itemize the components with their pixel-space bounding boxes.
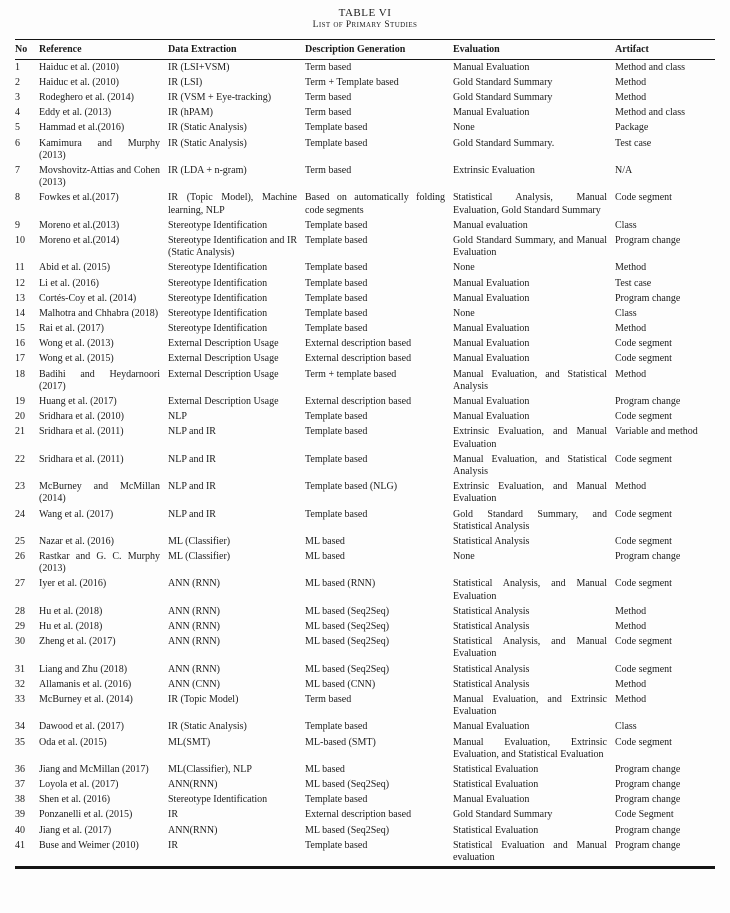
table-subtitle: List of Primary Studies <box>312 20 418 30</box>
table-row <box>15 480 715 507</box>
cell-data-extraction: IR (VSM + Eye-tracking) <box>168 92 272 104</box>
cell-data-extraction: NLP <box>168 411 187 423</box>
cell-artifact: Program change <box>615 292 681 304</box>
cell-no: 13 <box>15 292 25 304</box>
cell-no: 4 <box>15 107 20 119</box>
cell-description-generation: Term based <box>305 107 352 119</box>
cell-artifact: Class <box>615 307 637 319</box>
cell-evaluation: Gold Standard Summary <box>453 92 553 104</box>
table-row <box>15 677 715 692</box>
cell-no: 16 <box>15 338 25 350</box>
cell-evaluation: Extrinsic Evaluation, and Manual Evaluation <box>453 426 607 450</box>
cell-data-extraction: ML(SMT) <box>168 736 211 748</box>
table-header-row <box>15 40 715 60</box>
cell-artifact: Method <box>615 323 647 335</box>
cell-no: 20 <box>15 411 25 423</box>
table-body <box>15 60 715 868</box>
table-row <box>15 808 715 823</box>
cell-evaluation: None <box>453 122 475 134</box>
cell-description-generation: Template based <box>305 234 368 246</box>
cell-artifact: Code segment <box>615 663 672 675</box>
cell-description-generation: Template based <box>305 839 368 851</box>
column-header-no: No <box>15 40 39 60</box>
cell-no: 35 <box>15 736 25 748</box>
cell-artifact: Code segment <box>615 535 672 547</box>
cell-reference: Badihi and Heydarnoori (2017) <box>39 368 160 392</box>
cell-data-extraction: NLP and IR <box>168 508 216 520</box>
cell-artifact: Test case <box>615 277 652 289</box>
cell-no: 36 <box>15 763 25 775</box>
cell-evaluation: Gold Standard Summary <box>453 809 553 821</box>
table-row <box>15 735 715 762</box>
table-row <box>15 261 715 276</box>
cell-evaluation: Statistical Evaluation <box>453 779 539 791</box>
cell-no: 25 <box>15 535 25 547</box>
cell-description-generation: Term based <box>305 693 352 705</box>
cell-reference: McBurney et al. (2014) <box>39 693 133 705</box>
cell-reference: Oda et al. (2015) <box>39 736 107 748</box>
cell-evaluation: Manual Evaluation <box>453 292 530 304</box>
cell-artifact: Code segment <box>615 636 672 648</box>
cell-description-generation: Template based <box>305 307 368 319</box>
cell-description-generation: Template based <box>305 794 368 806</box>
cell-data-extraction: ANN (RNN) <box>168 636 220 648</box>
cell-description-generation: ML-based (SMT) <box>305 736 376 748</box>
cell-evaluation: Statistical Analysis, Manual Evaluation, Gold Standard Summary <box>453 192 607 216</box>
cell-artifact: Code segment <box>615 353 672 365</box>
cell-evaluation: Manual Evaluation, and Statistical Analysis <box>453 453 607 477</box>
cell-description-generation: Template based <box>305 323 368 335</box>
cell-description-generation: Template based <box>305 219 368 231</box>
cell-description-generation: External description based <box>305 338 412 350</box>
table-row <box>15 662 715 677</box>
cell-evaluation: Manual Evaluation <box>453 277 530 289</box>
cell-no: 34 <box>15 721 25 733</box>
cell-reference: Abid et al. (2015) <box>39 262 111 274</box>
cell-reference: Fowkes et al.(2017) <box>39 192 119 204</box>
column-header-artifact: Artifact <box>615 40 715 60</box>
cell-data-extraction: Stereotype Identification <box>168 262 268 274</box>
cell-artifact: Method <box>615 693 647 705</box>
cell-no: 31 <box>15 663 25 675</box>
cell-data-extraction: Stereotype Identification <box>168 794 268 806</box>
cell-description-generation: Term + Template based <box>305 76 399 88</box>
cell-evaluation: Statistical Analysis <box>453 605 530 617</box>
cell-reference: McBurney and McMillan (2014) <box>39 481 160 505</box>
cell-description-generation: Template based <box>305 721 368 733</box>
cell-artifact: Code Segment <box>615 809 674 821</box>
cell-reference: Wong et al. (2015) <box>39 353 114 365</box>
cell-description-generation: Based on automatically folding code segments <box>305 192 445 216</box>
cell-evaluation: Manual Evaluation <box>453 721 530 733</box>
table-row <box>15 106 715 121</box>
table-title: TABLE VI <box>338 7 392 19</box>
table-row <box>15 762 715 777</box>
cell-data-extraction: Stereotype Identification <box>168 323 268 335</box>
cell-no: 30 <box>15 636 25 648</box>
cell-evaluation: Manual Evaluation <box>453 323 530 335</box>
cell-data-extraction: ANN (RNN) <box>168 663 220 675</box>
table-row <box>15 218 715 233</box>
cell-reference: Jiang et al. (2017) <box>39 824 112 836</box>
table-row <box>15 507 715 534</box>
cell-data-extraction: External Description Usage <box>168 396 279 407</box>
cell-no: 9 <box>15 219 20 231</box>
cell-description-generation: Template based <box>305 453 368 465</box>
table-row <box>15 577 715 604</box>
cell-reference: Sridhara et al. (2010) <box>39 411 124 423</box>
cell-evaluation: Gold Standard Summary, and Manual Evaluation <box>453 234 607 259</box>
cell-artifact: Program change <box>615 824 681 836</box>
cell-data-extraction: IR (LDA + n-gram) <box>168 165 247 176</box>
table-caption <box>15 7 715 30</box>
cell-description-generation: Template based <box>305 262 368 274</box>
cell-data-extraction: ML (Classifier) <box>168 551 231 563</box>
cell-reference: Moreno et al.(2013) <box>39 219 120 231</box>
cell-data-extraction: ANN (RNN) <box>168 605 220 617</box>
cell-artifact: Method and class <box>615 107 685 119</box>
cell-reference: Hu et al. (2018) <box>39 621 103 632</box>
cell-no: 15 <box>15 323 25 335</box>
cell-evaluation: Manual Evaluation <box>453 353 530 365</box>
table-row <box>15 91 715 106</box>
cell-reference: Shen et al. (2016) <box>39 794 111 806</box>
cell-data-extraction: External Description Usage <box>168 338 279 350</box>
cell-no: 37 <box>15 779 25 791</box>
table-row <box>15 306 715 321</box>
cell-data-extraction: ANN (RNN) <box>168 578 220 590</box>
cell-evaluation: Statistical Evaluation <box>453 824 539 836</box>
table-row <box>15 452 715 479</box>
cell-description-generation: Term based <box>305 61 352 73</box>
table-row <box>15 233 715 260</box>
cell-no: 32 <box>15 678 25 690</box>
table-row <box>15 778 715 793</box>
table-row <box>15 838 715 867</box>
table-row <box>15 291 715 306</box>
cell-artifact: Program change <box>615 839 681 851</box>
cell-data-extraction: IR (Static Analysis) <box>168 122 247 134</box>
cell-reference: Wang et al. (2017) <box>39 508 114 520</box>
table-row <box>15 75 715 90</box>
cell-no: 27 <box>15 578 25 590</box>
cell-description-generation: Term based <box>305 165 352 176</box>
cell-data-extraction: Stereotype Identification and IR (Static Analysis) <box>168 234 297 259</box>
cell-description-generation: Template based <box>305 292 368 304</box>
cell-evaluation: Statistical Analysis <box>453 535 530 547</box>
table-row <box>15 550 715 577</box>
cell-description-generation: ML based <box>305 763 345 775</box>
cell-reference: Huang et al. (2017) <box>39 396 117 407</box>
cell-data-extraction: IR (Static Analysis) <box>168 721 247 733</box>
cell-artifact: Method <box>615 621 647 632</box>
cell-evaluation: Gold Standard Summary <box>453 76 553 88</box>
column-header-description-generation: Description Generation <box>305 40 453 60</box>
table-row <box>15 620 715 635</box>
cell-description-generation: ML based (Seq2Seq) <box>305 621 390 632</box>
cell-data-extraction: IR (LSI+VSM) <box>168 61 230 73</box>
cell-description-generation: Template based <box>305 508 368 520</box>
cell-reference: Li et al. (2016) <box>39 277 99 289</box>
table-row <box>15 121 715 136</box>
cell-description-generation: Template based (NLG) <box>305 481 398 493</box>
cell-reference: Dawood et al. (2017) <box>39 721 124 733</box>
primary-studies-table <box>15 39 715 869</box>
cell-evaluation: Statistical Evaluation and Manual evaluation <box>453 839 607 863</box>
cell-description-generation: ML based (Seq2Seq) <box>305 824 390 836</box>
cell-artifact: N/A <box>615 165 633 176</box>
cell-reference: Haiduc et al. (2010) <box>39 61 119 73</box>
cell-no: 40 <box>15 824 25 836</box>
cell-description-generation: Term based <box>305 92 352 104</box>
cell-no: 38 <box>15 794 25 806</box>
cell-evaluation: None <box>453 551 475 563</box>
cell-reference: Buse and Weimer (2010) <box>39 839 139 851</box>
cell-data-extraction: IR (hPAM) <box>168 107 213 119</box>
cell-no: 18 <box>15 368 25 380</box>
table-row <box>15 534 715 549</box>
cell-description-generation: ML based <box>305 551 345 563</box>
cell-reference: Sridhara et al. (2011) <box>39 453 124 465</box>
cell-evaluation: Manual Evaluation <box>453 61 530 73</box>
cell-description-generation: ML based (Seq2Seq) <box>305 663 390 675</box>
cell-evaluation: Manual Evaluation <box>453 396 530 407</box>
cell-description-generation: ML based (Seq2Seq) <box>305 779 390 791</box>
cell-evaluation: Statistical Analysis <box>453 621 530 632</box>
cell-no: 23 <box>15 481 25 493</box>
cell-artifact: Code segment <box>615 338 672 350</box>
cell-reference: Malhotra and Chhabra (2018) <box>39 307 159 319</box>
table-row <box>15 823 715 838</box>
cell-reference: Hu et al. (2018) <box>39 605 103 617</box>
cell-artifact: Program change <box>615 396 681 407</box>
cell-no: 41 <box>15 839 25 851</box>
cell-evaluation: Manual Evaluation, and Statistical Analysis <box>453 368 607 392</box>
cell-description-generation: ML based (Seq2Seq) <box>305 636 390 648</box>
cell-description-generation: Template based <box>305 426 368 438</box>
cell-no: 1 <box>15 61 20 73</box>
cell-no: 17 <box>15 353 25 365</box>
cell-artifact: Method <box>615 678 647 690</box>
cell-no: 39 <box>15 809 25 821</box>
cell-evaluation: Gold Standard Summary, and Statistical Analysis <box>453 508 607 532</box>
cell-artifact: Method <box>615 76 647 88</box>
cell-artifact: Method and class <box>615 61 685 73</box>
table-row <box>15 635 715 662</box>
cell-evaluation: Statistical Analysis, and Manual Evaluation <box>453 636 607 660</box>
cell-data-extraction: NLP and IR <box>168 426 216 438</box>
table-row <box>15 720 715 735</box>
cell-no: 14 <box>15 307 25 319</box>
cell-reference: Liang and Zhu (2018) <box>39 663 128 675</box>
cell-reference: Nazar et al. (2016) <box>39 535 114 547</box>
cell-reference: Iyer et al. (2016) <box>39 578 107 590</box>
cell-data-extraction: External Description Usage <box>168 368 279 380</box>
cell-description-generation: External description based <box>305 353 412 365</box>
cell-data-extraction: ANN(RNN) <box>168 824 218 836</box>
cell-description-generation: External description based <box>305 396 412 407</box>
cell-artifact: Program change <box>615 551 681 563</box>
cell-data-extraction: IR (LSI) <box>168 76 203 88</box>
column-header-data-extraction: Data Extraction <box>168 40 305 60</box>
cell-artifact: Code segment <box>615 453 672 465</box>
cell-artifact: Code segment <box>615 578 672 590</box>
cell-reference: Ponzanelli et al. (2015) <box>39 809 133 821</box>
cell-no: 29 <box>15 621 25 632</box>
table-row <box>15 60 715 76</box>
table-row <box>15 793 715 808</box>
cell-reference: Rodeghero et al. (2014) <box>39 92 134 104</box>
cell-no: 8 <box>15 192 20 204</box>
cell-data-extraction: ANN (CNN) <box>168 678 220 690</box>
cell-no: 11 <box>15 262 25 274</box>
cell-description-generation: Term + template based <box>305 368 397 380</box>
cell-artifact: Method <box>615 605 647 617</box>
cell-reference: Movshovitz-Attias and Cohen (2013) <box>39 165 160 189</box>
table-row <box>15 367 715 394</box>
table-row <box>15 692 715 719</box>
cell-evaluation: Statistical Analysis, and Manual Evaluation <box>453 578 607 602</box>
cell-data-extraction: NLP and IR <box>168 481 216 493</box>
cell-no: 10 <box>15 234 25 246</box>
column-header-reference: Reference <box>39 40 168 60</box>
cell-reference: Wong et al. (2013) <box>39 338 114 350</box>
cell-artifact: Program change <box>615 763 681 775</box>
cell-data-extraction: Stereotype Identification <box>168 307 268 319</box>
table-row <box>15 191 715 218</box>
cell-artifact: Variable and method <box>615 426 698 438</box>
cell-reference: Jiang and McMillan (2017) <box>39 763 149 775</box>
cell-no: 2 <box>15 76 20 88</box>
cell-artifact: Code segment <box>615 411 672 423</box>
cell-reference: Kamimura and Murphy (2013) <box>39 137 160 161</box>
column-header-evaluation: Evaluation <box>453 40 615 60</box>
cell-evaluation: Extrinsic Evaluation <box>453 165 535 176</box>
cell-description-generation: Template based <box>305 137 368 149</box>
cell-artifact: Code segment <box>615 508 672 520</box>
cell-data-extraction: IR <box>168 839 178 851</box>
cell-no: 33 <box>15 693 25 705</box>
cell-artifact: Method <box>615 481 647 493</box>
cell-evaluation: Manual Evaluation, Extrinsic Evaluation, and Statistical Evaluation <box>453 736 607 760</box>
cell-evaluation: Manual Evaluation <box>453 411 530 423</box>
cell-data-extraction: IR (Static Analysis) <box>168 137 247 149</box>
table-row <box>15 604 715 619</box>
cell-reference: Sridhara et al. (2011) <box>39 426 124 438</box>
cell-artifact: Method <box>615 368 647 380</box>
cell-evaluation: None <box>453 262 475 274</box>
cell-description-generation: ML based <box>305 535 345 547</box>
cell-no: 26 <box>15 551 25 563</box>
cell-artifact: Code segment <box>615 192 672 204</box>
cell-reference: Hammad et al.(2016) <box>39 122 125 134</box>
cell-no: 7 <box>15 165 20 176</box>
table-row <box>15 395 715 410</box>
cell-description-generation: Template based <box>305 411 368 423</box>
cell-artifact: Program change <box>615 779 681 791</box>
cell-reference: Allamanis et al. (2016) <box>39 678 132 690</box>
cell-evaluation: None <box>453 307 475 319</box>
cell-no: 21 <box>15 426 25 438</box>
cell-no: 24 <box>15 508 25 520</box>
cell-artifact: Package <box>615 122 649 134</box>
cell-no: 12 <box>15 277 25 289</box>
cell-evaluation: Manual Evaluation <box>453 794 530 806</box>
table-row <box>15 136 715 163</box>
cell-reference: Rai et al. (2017) <box>39 323 104 335</box>
cell-no: 5 <box>15 122 20 134</box>
cell-data-extraction: ANN (RNN) <box>168 621 220 632</box>
cell-artifact: Test case <box>615 137 652 149</box>
cell-data-extraction: ML (Classifier) <box>168 535 231 547</box>
cell-no: 19 <box>15 396 25 407</box>
cell-data-extraction: IR (Topic Model) <box>168 693 239 705</box>
cell-description-generation: ML based (CNN) <box>305 678 376 690</box>
cell-evaluation: Extrinsic Evaluation, and Manual Evaluation <box>453 481 607 505</box>
cell-description-generation: External description based <box>305 809 412 821</box>
cell-reference: Loyola et al. (2017) <box>39 779 119 791</box>
cell-artifact: Program change <box>615 794 681 806</box>
table-row <box>15 276 715 291</box>
table-row <box>15 410 715 425</box>
cell-evaluation: Statistical Analysis <box>453 678 530 690</box>
cell-reference: Haiduc et al. (2010) <box>39 76 119 88</box>
cell-evaluation: Statistical Analysis <box>453 663 530 675</box>
table-row <box>15 352 715 367</box>
table-row <box>15 337 715 352</box>
cell-data-extraction: IR <box>168 809 178 821</box>
cell-description-generation: ML based (RNN) <box>305 578 376 590</box>
cell-evaluation: Statistical Evaluation <box>453 763 539 775</box>
cell-data-extraction: Stereotype Identification <box>168 277 268 289</box>
cell-no: 6 <box>15 137 20 149</box>
cell-reference: Eddy et al. (2013) <box>39 107 112 119</box>
cell-data-extraction: NLP and IR <box>168 453 216 465</box>
cell-artifact: Code segment <box>615 736 672 748</box>
cell-artifact: Method <box>615 262 647 274</box>
cell-artifact: Class <box>615 721 637 733</box>
cell-data-extraction: External Description Usage <box>168 353 279 365</box>
cell-reference: Rastkar and G. C. Murphy (2013) <box>39 551 160 575</box>
cell-no: 3 <box>15 92 20 104</box>
cell-data-extraction: ML(Classifier), NLP <box>168 763 252 775</box>
cell-reference: Zheng et al. (2017) <box>39 636 116 648</box>
cell-artifact: Class <box>615 219 637 231</box>
cell-data-extraction: IR (Topic Model), Machine learning, NLP <box>168 192 297 216</box>
cell-evaluation: Gold Standard Summary. <box>453 137 555 149</box>
cell-no: 28 <box>15 605 25 617</box>
cell-description-generation: ML based (Seq2Seq) <box>305 605 390 617</box>
cell-no: 22 <box>15 453 25 465</box>
cell-data-extraction: ANN(RNN) <box>168 779 218 791</box>
cell-reference: Moreno et al.(2014) <box>39 234 120 246</box>
cell-description-generation: Template based <box>305 122 368 134</box>
cell-evaluation: Manual evaluation <box>453 219 528 231</box>
table-row <box>15 425 715 452</box>
cell-artifact: Program change <box>615 234 681 246</box>
cell-evaluation: Manual Evaluation, and Extrinsic Evaluation <box>453 693 607 718</box>
cell-artifact: Method <box>615 92 647 104</box>
cell-evaluation: Manual Evaluation <box>453 338 530 350</box>
cell-data-extraction: Stereotype Identification <box>168 292 268 304</box>
cell-reference: Cortés-Coy et al. (2014) <box>39 292 137 304</box>
cell-description-generation: Template based <box>305 277 368 289</box>
cell-data-extraction: Stereotype Identification <box>168 219 268 231</box>
table-row <box>15 322 715 337</box>
table-row <box>15 164 715 191</box>
cell-evaluation: Manual Evaluation <box>453 107 530 119</box>
